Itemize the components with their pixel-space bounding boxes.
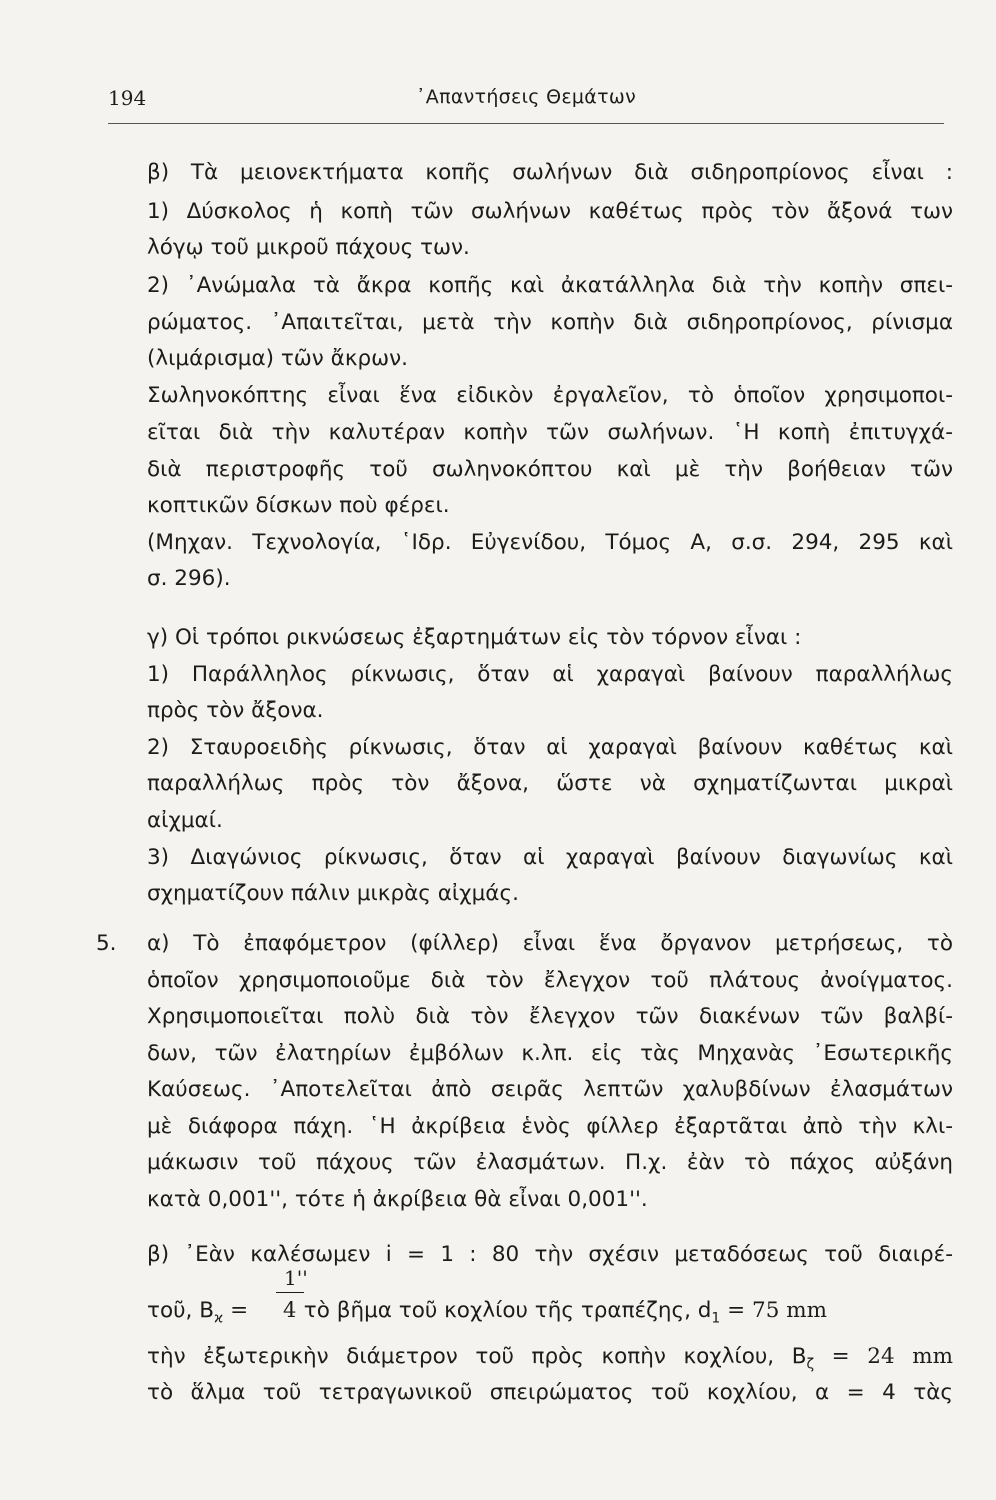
text-line: πρὸς τὸν ἄξονα. [147,698,324,723]
text-line: 3) Διαγώνιος ρίκνωσις, ὅταν αἱ χαραγαὶ βαίνουν διαγωνίως καὶ [147,845,953,870]
formula-text-a: τοῦ, Β [147,1298,214,1323]
text-line: (λιμάρισμα) τῶν ἄκρων. [147,346,408,371]
text-line: κοπτικῶν δίσκων ποὺ φέρει. [147,493,450,518]
text-line: Χρησιμοποιεῖται πολὺ διὰ τὸν ἔλεγχον τῶν διακένων τῶν βαλβί- [147,1004,953,1029]
text-line: α) Τὸ ἐπαφόμετρον (φίλλερ) εἶναι ἕνα ὄργανον μετρήσεως, τὸ [147,931,953,956]
formula-text-b: τὸ βῆμα τοῦ κοχλίου τῆς τραπέζης, d [303,1298,712,1323]
equals-sign: = [223,1298,255,1323]
text-line: σχηματίζουν πάλιν μικρὰς αἰχμάς. [147,881,519,906]
formula-line [147,1296,953,1333]
text-line: ρώματος. ᾿Απαιτεῖται, μετὰ τὴν κοπὴν διὰ σιδηροπρίονος, ρίνισμα [147,310,953,335]
text-line: (Μηχαν. Τεχνολογία, ῾Ιδρ. Εὐγενίδου, Τόμος Α, σ.σ. 294, 295 καὶ [147,530,953,555]
text-line: Σωληνοκόπτης εἶναι ἕνα εἰδικὸν ἐργαλεῖον, τὸ ὁποῖον χρησιμοποι- [147,383,953,408]
text-line: ὁποῖον χρησιμοποιοῦμε διὰ τὸν ἔλεγχον τοῦ πλάτους ἀνοίγματος. [147,968,953,993]
text-line: παραλλήλως πρὸς τὸν ἄξονα, ὥστε νὰ σχηματίζωνται μικραὶ [147,771,953,796]
text-line: δων, τῶν ἐλατηρίων ἐμβόλων κ.λπ. εἰς τὰς Μηχανὰς ᾿Εσωτερικῆς [147,1041,953,1066]
text-line: 2) ᾿Ανώμαλα τὰ ἄκρα κοπῆς καὶ ἀκατάλληλα διὰ τὴν κοπὴν σπει- [147,273,953,298]
fraction-denominator: 4 [283,1298,297,1322]
text-line: 1) Παράλληλος ρίκνωσις, ὅταν αἱ χαραγαὶ βαίνουν παραλλήλως [147,662,953,687]
running-title: ᾿Απαντήσεις Θεμάτων [416,86,636,108]
text-line: β) Τὰ μειονεκτήματα κοπῆς σωλήνων διὰ σιδηροπρίονος εἶναι : [147,160,953,185]
line-text: τὴν ἐξωτερικὴν διάμετρον τοῦ πρὸς κοπὴν κοχλίου, Β [147,1344,807,1369]
text-line: μὲ διάφορα πάχη. ῾Η ἀκρίβεια ἑνὸς φίλλερ ἐξαρτᾶται ἀπὸ τὴν κλι- [147,1114,953,1139]
text-line: σ. 296). [147,566,231,591]
subscript-kappa: ϰ [213,1310,224,1327]
fraction-bar [276,1292,304,1293]
text-line: Καύσεως. ᾿Αποτελεῖται ἀπὸ σειρᾶς λεπτῶν χαλυβδίνων ἐλασμάτων [147,1077,953,1102]
text-line: κατὰ 0,001'', τότε ἡ ἀκρίβεια θὰ εἶναι 0,001''. [147,1187,648,1212]
subscript-zeta: ζ [806,1356,815,1373]
section-number: 5. [96,931,117,956]
page-number: 194 [108,86,147,110]
value-24mm: = 24 mm [814,1344,953,1369]
text-line: λόγῳ τοῦ μικροῦ πάχους των. [147,235,470,260]
value-75mm: = 75 mm [720,1298,827,1323]
text-line: διὰ περιστροφῆς τοῦ σωληνοκόπτου καὶ μὲ τὴν βοήθειαν τῶν [147,457,953,482]
text-line: 2) Σταυροειδὴς ρίκνωσις, ὅταν αἱ χαραγαὶ βαίνουν καθέτως καὶ [147,735,953,760]
text-line: 1) Δύσκολος ἡ κοπὴ τῶν σωλήνων καθέτως πρὸς τὸν ἄξονά των [147,199,953,224]
text-line: αἰχμαί. [147,808,223,833]
header-rule [108,123,944,124]
text-line [147,1342,953,1379]
page-header [108,86,944,118]
text-line: γ) Οἱ τρόποι ρικνώσεως ἐξαρτημάτων εἰς τὸν τόρνον εἶναι : [147,625,802,650]
text-line: εῖται διὰ τὴν καλυτέραν κοπὴν τῶν σωλήνων. ῾Η κοπὴ ἐπιτυγχά- [147,420,953,445]
fraction-numerator: 1'' [284,1266,308,1290]
subscript-one: 1 [711,1310,721,1327]
text-line: τὸ ἅλμα τοῦ τετραγωνικοῦ σπειρώματος τοῦ κοχλίου, α = 4 τὰς [147,1380,953,1405]
text-line: β) ᾿Εὰν καλέσωμεν i = 1 : 80 τὴν σχέσιν μεταδόσεως τοῦ διαιρέ- [147,1242,953,1267]
text-line: μάκωσιν τοῦ πάχους τῶν ἐλασμάτων. Π.χ. ἐὰν τὸ πάχος αὐξάνη [147,1150,953,1175]
